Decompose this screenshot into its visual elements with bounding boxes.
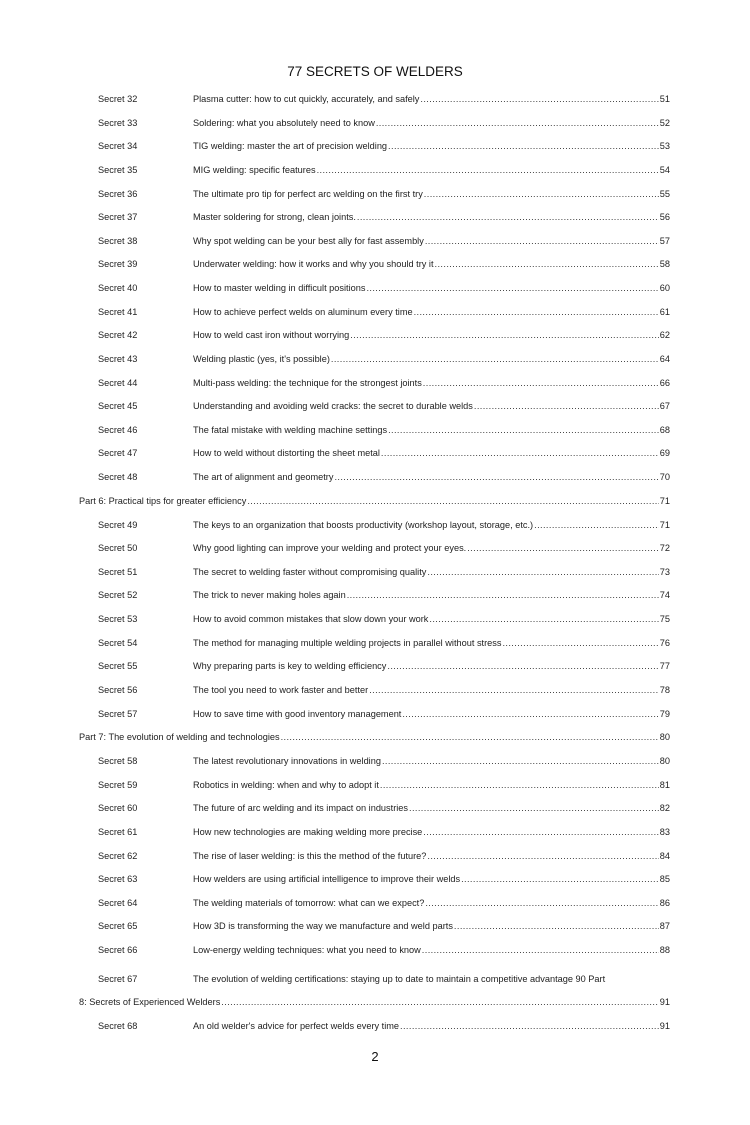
toc-entry-title: How to save time with good inventory management [193, 709, 402, 719]
toc-dot-leader [424, 187, 659, 201]
toc-secret-entry[interactable] [98, 210, 670, 224]
toc-entry-title: Part 6: Practical tips for greater efficiency [79, 496, 247, 506]
toc-part-entry[interactable] [79, 494, 670, 508]
page-title: 77 SECRETS OF WELDERS [287, 64, 463, 79]
toc-entry-title: How welders are using artificial intelligence to improve their welds [193, 874, 461, 884]
toc-entry-line [193, 281, 670, 295]
toc-dot-leader [382, 754, 659, 768]
toc-secret-label: Secret 53 [98, 614, 138, 624]
toc-entry-title: Robotics in welding: when and why to adopt it [193, 780, 379, 790]
toc-secret-label: Secret 55 [98, 661, 138, 671]
toc-part-entry[interactable] [79, 995, 670, 1009]
toc-page-number: 87 [659, 921, 670, 931]
toc-dot-leader [334, 470, 658, 484]
toc-page-number: 74 [659, 590, 670, 600]
toc-page-number: 81 [659, 780, 670, 790]
toc-entry-title: TIG welding: master the art of precision welding [193, 141, 388, 151]
toc-page-number: 70 [659, 472, 670, 482]
toc-entry-line [193, 636, 670, 650]
toc-secret-label: Secret 43 [98, 354, 138, 364]
toc-page-number: 91 [659, 997, 670, 1007]
toc-page-number: 85 [659, 874, 670, 884]
toc-secret-label: Secret 42 [98, 330, 138, 340]
toc-dot-leader [427, 849, 658, 863]
toc-part-entry[interactable] [79, 730, 670, 744]
toc-secret-entry[interactable] [98, 352, 670, 366]
toc-page-number: 54 [659, 165, 670, 175]
toc-secret-label: Secret 33 [98, 118, 138, 128]
toc-entry-line [193, 116, 670, 130]
toc-page-number: 53 [659, 141, 670, 151]
page-number: 2 [371, 1049, 379, 1064]
toc-secret-label: Secret 37 [98, 212, 138, 222]
toc-page-number: 76 [659, 638, 670, 648]
toc-dot-leader [474, 399, 659, 413]
toc-secret-entry[interactable] [98, 849, 670, 863]
toc-dot-leader [247, 494, 658, 508]
toc-secret-entry[interactable] [98, 972, 670, 986]
toc-page-number: 77 [659, 661, 670, 671]
toc-entry-line [193, 470, 670, 484]
toc-entry-title: The latest revolutionary innovations in welding [193, 756, 381, 766]
toc-page-number: 72 [659, 543, 670, 553]
toc-dot-leader [381, 446, 659, 460]
toc-secret-entry[interactable] [98, 116, 670, 130]
toc-entry-line [193, 92, 670, 106]
toc-entry-line [193, 754, 670, 768]
toc-entry-title: Plasma cutter: how to cut quickly, accurately, and safely [193, 94, 420, 104]
toc-secret-entry[interactable] [98, 541, 670, 555]
toc-entry-title: The evolution of welding certifications: staying up to date to maintain a competitive advantage 90 Part [193, 974, 606, 984]
toc-entry-line [193, 541, 670, 555]
toc-secret-entry[interactable] [98, 187, 670, 201]
toc-page-number: 78 [659, 685, 670, 695]
toc-entry-line [193, 659, 670, 673]
toc-entry-title: Part 7: The evolution of welding and technologies [79, 732, 280, 742]
toc-page-number: 67 [659, 401, 670, 411]
toc-secret-label: Secret 64 [98, 898, 138, 908]
toc-entry-title: The art of alignment and geometry [193, 472, 334, 482]
toc-entry-line [193, 518, 670, 532]
toc-secret-label: Secret 56 [98, 685, 138, 695]
toc-entry-line [193, 234, 670, 248]
toc-page-number: 86 [659, 898, 670, 908]
toc-entry-line [79, 494, 670, 508]
toc-entry-title: Why preparing parts is key to welding efficiency [193, 661, 387, 671]
toc-secret-label: Secret 45 [98, 401, 138, 411]
toc-dot-leader [347, 588, 659, 602]
toc-entry-title: How to master welding in difficult positions [193, 283, 366, 293]
toc-secret-entry[interactable] [98, 612, 670, 626]
toc-entry-title: The tool you need to work faster and better [193, 685, 369, 695]
toc-secret-label: Secret 38 [98, 236, 138, 246]
toc-secret-label: Secret 63 [98, 874, 138, 884]
toc-dot-leader [423, 825, 658, 839]
toc-secret-entry[interactable] [98, 399, 670, 413]
toc-page-number: 66 [659, 378, 670, 388]
toc-dot-leader [380, 778, 659, 792]
toc-entry-title: Multi-pass welding: the technique for the strongest joints [193, 378, 422, 388]
toc-secret-entry[interactable] [98, 305, 670, 319]
toc-entry-title: Underwater welding: how it works and why you should try it [193, 259, 434, 269]
toc-dot-leader [388, 423, 659, 437]
toc-entry-title: How new technologies are making welding more precise [193, 827, 423, 837]
toc-secret-label: Secret 61 [98, 827, 138, 837]
toc-dot-leader [366, 281, 658, 295]
toc-secret-label: Secret 41 [98, 307, 138, 317]
toc-dot-leader [502, 636, 658, 650]
toc-entry-title: The method for managing multiple welding projects in parallel without stress [193, 638, 502, 648]
toc-secret-entry[interactable] [98, 281, 670, 295]
toc-secret-label: Secret 49 [98, 520, 138, 530]
toc-secret-label: Secret 47 [98, 448, 138, 458]
toc-page-number: 60 [659, 283, 670, 293]
toc-entry-line [193, 683, 670, 697]
toc-secret-label: Secret 52 [98, 590, 138, 600]
toc-secret-label: Secret 58 [98, 756, 138, 766]
toc-secret-label: Secret 36 [98, 189, 138, 199]
toc-page-number: 73 [659, 567, 670, 577]
toc-page-number: 69 [659, 448, 670, 458]
toc-page-number: 68 [659, 425, 670, 435]
toc-secret-label: Secret 66 [98, 945, 138, 955]
toc-entry-line [193, 801, 670, 815]
toc-dot-leader [369, 683, 659, 697]
toc-secret-entry[interactable] [98, 801, 670, 815]
toc-entry-line [193, 565, 670, 579]
toc-entry-line [193, 352, 670, 366]
toc-entry-title: The ultimate pro tip for perfect arc welding on the first try [193, 189, 423, 199]
toc-entry-title: The trick to never making holes again [193, 590, 346, 600]
toc-entry-line [193, 972, 670, 986]
toc-secret-entry[interactable] [98, 423, 670, 437]
toc-dot-leader [423, 376, 659, 390]
toc-secret-label: Secret 65 [98, 921, 138, 931]
toc-dot-leader [429, 612, 658, 626]
toc-entry-line [193, 187, 670, 201]
toc-entry-line [193, 872, 670, 886]
toc-dot-leader [357, 210, 659, 224]
toc-secret-label: Secret 60 [98, 803, 138, 813]
toc-secret-entry[interactable] [98, 896, 670, 910]
toc-entry-line [193, 305, 670, 319]
toc-secret-label: Secret 50 [98, 543, 138, 553]
toc-entry-line [193, 257, 670, 271]
toc-secret-label: Secret 34 [98, 141, 138, 151]
toc-page-number: 57 [659, 236, 670, 246]
toc-entry-title: The future of arc welding and its impact on industries [193, 803, 408, 813]
toc-secret-entry[interactable] [98, 872, 670, 886]
toc-entry-line [193, 399, 670, 413]
toc-secret-entry[interactable] [98, 919, 670, 933]
toc-entry-title: How to avoid common mistakes that slow down your work [193, 614, 429, 624]
toc-entry-title: How to weld cast iron without worrying [193, 330, 350, 340]
toc-secret-label: Secret 59 [98, 780, 138, 790]
toc-dot-leader [467, 541, 659, 555]
toc-secret-label: Secret 51 [98, 567, 138, 577]
toc-entry-line [193, 328, 670, 342]
toc-page-number: 80 [659, 732, 670, 742]
toc-secret-entry[interactable] [98, 588, 670, 602]
toc-secret-label: Secret 35 [98, 165, 138, 175]
toc-dot-leader [414, 305, 659, 319]
toc-secret-entry[interactable] [98, 518, 670, 532]
toc-entry-title: The fatal mistake with welding machine settings [193, 425, 388, 435]
toc-page-number: 75 [659, 614, 670, 624]
toc-entry-title: An old welder's advice for perfect welds every time [193, 1021, 400, 1031]
toc-dot-leader [400, 1019, 659, 1033]
toc-entry-line [193, 139, 670, 153]
toc-entry-title: 8: Secrets of Experienced Welders [79, 997, 221, 1007]
toc-entry-title: How to weld without distorting the sheet metal [193, 448, 380, 458]
toc-dot-leader [402, 707, 658, 721]
toc-entry-title: How 3D is transforming the way we manufacture and weld parts [193, 921, 453, 931]
toc-secret-entry[interactable] [98, 659, 670, 673]
toc-entry-title: The keys to an organization that boosts productivity (workshop layout, storage, etc.) [193, 520, 534, 530]
toc-entry-line [193, 778, 670, 792]
toc-page-number: 91 [659, 1021, 670, 1031]
toc-dot-leader [221, 995, 658, 1009]
toc-dot-leader [454, 919, 659, 933]
toc-dot-leader [422, 943, 659, 957]
toc-secret-entry[interactable] [98, 234, 670, 248]
toc-entry-line [193, 376, 670, 390]
toc-secret-label: Secret 67 [98, 974, 138, 984]
toc-dot-leader [409, 801, 659, 815]
toc-secret-entry[interactable] [98, 328, 670, 342]
toc-entry-title: MIG welding: specific features [193, 165, 316, 175]
toc-page-number: 80 [659, 756, 670, 766]
toc-entry-title: The secret to welding faster without compromising quality [193, 567, 427, 577]
toc-entry-line [79, 730, 670, 744]
toc-entry-title: Why spot welding can be your best ally for fast assembly [193, 236, 424, 246]
toc-dot-leader [425, 234, 659, 248]
toc-secret-entry[interactable] [98, 470, 670, 484]
toc-secret-entry[interactable] [98, 446, 670, 460]
toc-secret-entry[interactable] [98, 257, 670, 271]
toc-page-number: 83 [659, 827, 670, 837]
toc-secret-entry[interactable] [98, 565, 670, 579]
toc-page-number: 52 [659, 118, 670, 128]
toc-entry-title: Why good lighting can improve your welding and protect your eyes. [193, 543, 467, 553]
toc-dot-leader [461, 872, 659, 886]
toc-entry-line [193, 446, 670, 460]
toc-secret-label: Secret 48 [98, 472, 138, 482]
toc-entry-line [193, 943, 670, 957]
toc-page-number: 82 [659, 803, 670, 813]
toc-dot-leader [376, 116, 659, 130]
toc-secret-label: Secret 54 [98, 638, 138, 648]
toc-page-number: 55 [659, 189, 670, 199]
toc-dot-leader [281, 730, 659, 744]
toc-entry-line [193, 423, 670, 437]
toc-dot-leader [350, 328, 659, 342]
toc-entry-line [193, 849, 670, 863]
toc-dot-leader [317, 163, 659, 177]
toc-entry-title: The welding materials of tomorrow: what can we expect? [193, 898, 425, 908]
toc-secret-label: Secret 68 [98, 1021, 138, 1031]
toc-secret-entry[interactable] [98, 636, 670, 650]
toc-entry-title: Low-energy welding techniques: what you need to know [193, 945, 421, 955]
toc-secret-entry[interactable] [98, 376, 670, 390]
toc-secret-label: Secret 62 [98, 851, 138, 861]
toc-dot-leader [388, 139, 659, 153]
toc-dot-leader [427, 565, 658, 579]
toc-entry-line [193, 612, 670, 626]
toc-page-number: 71 [659, 496, 670, 506]
toc-page-number: 58 [659, 259, 670, 269]
toc-secret-entry[interactable] [98, 163, 670, 177]
toc-entry-title: Master soldering for strong, clean joints. [193, 212, 356, 222]
toc-page-number: 61 [659, 307, 670, 317]
toc-page-number: 62 [659, 330, 670, 340]
toc-page-number: 56 [659, 212, 670, 222]
toc-secret-label: Secret 39 [98, 259, 138, 269]
toc-secret-label: Secret 44 [98, 378, 138, 388]
toc-entry-title: Welding plastic (yes, it's possible) [193, 354, 330, 364]
toc-entry-line [193, 588, 670, 602]
toc-secret-entry[interactable] [98, 683, 670, 697]
toc-entry-title: How to achieve perfect welds on aluminum every time [193, 307, 413, 317]
toc-secret-entry[interactable] [98, 139, 670, 153]
toc-entry-line [193, 1019, 670, 1033]
toc-page-number: 84 [659, 851, 670, 861]
toc-entry-title: Understanding and avoiding weld cracks: the secret to durable welds [193, 401, 473, 411]
toc-page-number: 51 [659, 94, 670, 104]
toc-secret-entry[interactable] [98, 943, 670, 957]
toc-entry-line [79, 995, 670, 1009]
toc-secret-entry[interactable] [98, 707, 670, 721]
toc-entry-title: Soldering: what you absolutely need to know [193, 118, 375, 128]
toc-entry-line [193, 163, 670, 177]
toc-secret-entry[interactable] [98, 825, 670, 839]
toc-secret-entry[interactable] [98, 92, 670, 106]
toc-entry-line [193, 210, 670, 224]
toc-page-number: 71 [659, 520, 670, 530]
toc-page-number: 88 [659, 945, 670, 955]
toc-page-number: 64 [659, 354, 670, 364]
toc-entry-line [193, 919, 670, 933]
toc-secret-entry[interactable] [98, 778, 670, 792]
toc-secret-entry[interactable] [98, 754, 670, 768]
toc-secret-label: Secret 40 [98, 283, 138, 293]
toc-entry-line [193, 825, 670, 839]
toc-dot-leader [331, 352, 659, 366]
toc-dot-leader [420, 92, 658, 106]
toc-dot-leader [425, 896, 658, 910]
toc-secret-entry[interactable] [98, 1019, 670, 1033]
toc-dot-leader [534, 518, 659, 532]
toc-dot-leader [387, 659, 658, 673]
toc-secret-label: Secret 32 [98, 94, 138, 104]
toc-entry-line [193, 896, 670, 910]
toc-entry-line [193, 707, 670, 721]
toc-secret-label: Secret 46 [98, 425, 138, 435]
toc-dot-leader [435, 257, 659, 271]
toc-page-number: 79 [659, 709, 670, 719]
toc-secret-label: Secret 57 [98, 709, 138, 719]
toc-entry-title: The rise of laser welding: is this the method of the future? [193, 851, 427, 861]
